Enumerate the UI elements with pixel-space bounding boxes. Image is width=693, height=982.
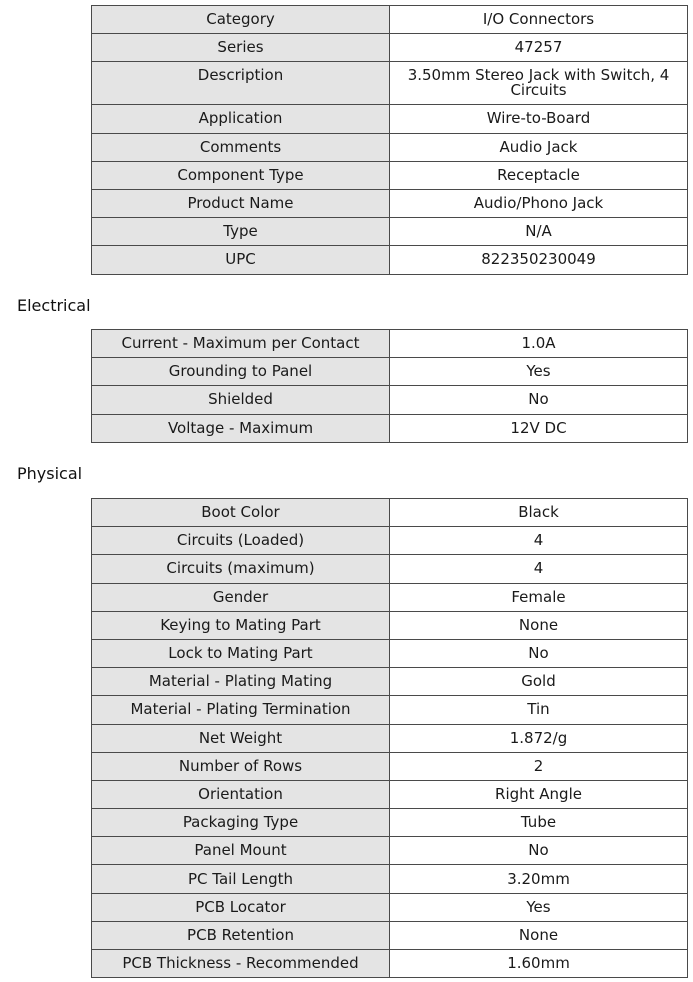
spec-label: Shielded: [92, 386, 390, 414]
table-row: [92, 752, 688, 780]
spec-label: Keying to Mating Part: [92, 611, 390, 639]
table-row: [92, 950, 688, 978]
spec-value: N/A: [390, 218, 688, 246]
spec-label: Current - Maximum per Contact: [92, 330, 390, 358]
spec-label: Packaging Type: [92, 809, 390, 837]
spec-value: Tube: [390, 809, 688, 837]
spec-label: Application: [92, 105, 390, 133]
table-row: [92, 865, 688, 893]
spec-value: Female: [390, 583, 688, 611]
spec-label: Circuits (maximum): [92, 555, 390, 583]
spec-value: Yes: [390, 893, 688, 921]
spec-label: Product Name: [92, 189, 390, 217]
spec-value: Tin: [390, 696, 688, 724]
spec-value: 1.0A: [390, 330, 688, 358]
spec-label: PCB Locator: [92, 893, 390, 921]
spec-value: 4: [390, 555, 688, 583]
table-row: [92, 639, 688, 667]
table-row: [92, 611, 688, 639]
spec-value: 1.60mm: [390, 950, 688, 978]
spec-label: PCB Thickness - Recommended: [92, 950, 390, 978]
table-row: [92, 837, 688, 865]
spec-label: Circuits (Loaded): [92, 527, 390, 555]
physical-section-heading: Physical: [17, 464, 83, 483]
spec-value: 3.50mm Stereo Jack with Switch, 4 Circuits: [390, 62, 688, 105]
spec-value: Wire-to-Board: [390, 105, 688, 133]
spec-label: Comments: [92, 133, 390, 161]
spec-value: Receptacle: [390, 161, 688, 189]
spec-value: Yes: [390, 358, 688, 386]
spec-label: Boot Color: [92, 499, 390, 527]
spec-value: Black: [390, 499, 688, 527]
table-row: [92, 189, 688, 217]
general-spec-table: [91, 5, 688, 275]
table-row: [92, 386, 688, 414]
spec-label: UPC: [92, 246, 390, 274]
table-row: [92, 358, 688, 386]
spec-value: 822350230049: [390, 246, 688, 274]
spec-label: Lock to Mating Part: [92, 639, 390, 667]
spec-label: Series: [92, 34, 390, 62]
table-row: [92, 133, 688, 161]
spec-label: Type: [92, 218, 390, 246]
spec-value: None: [390, 611, 688, 639]
table-row: [92, 555, 688, 583]
table-row: [92, 218, 688, 246]
table-row: [92, 105, 688, 133]
spec-label: Material - Plating Termination: [92, 696, 390, 724]
spec-value: Audio/Phono Jack: [390, 189, 688, 217]
spec-label: Category: [92, 6, 390, 34]
spec-value: 2: [390, 752, 688, 780]
spec-label: Material - Plating Mating: [92, 668, 390, 696]
spec-value: No: [390, 837, 688, 865]
table-row: [92, 583, 688, 611]
spec-label: Gender: [92, 583, 390, 611]
table-row: [92, 161, 688, 189]
spec-value: Gold: [390, 668, 688, 696]
spec-label: Grounding to Panel: [92, 358, 390, 386]
spec-value: 12V DC: [390, 414, 688, 442]
spec-value: 47257: [390, 34, 688, 62]
table-row: [92, 62, 688, 105]
spec-label: Component Type: [92, 161, 390, 189]
table-row: [92, 696, 688, 724]
spec-label: Orientation: [92, 780, 390, 808]
spec-value: 1.872/g: [390, 724, 688, 752]
table-row: [92, 6, 688, 34]
spec-label: Net Weight: [92, 724, 390, 752]
spec-label: Number of Rows: [92, 752, 390, 780]
table-row: [92, 724, 688, 752]
spec-value: 4: [390, 527, 688, 555]
table-row: [92, 527, 688, 555]
spec-value: Audio Jack: [390, 133, 688, 161]
table-row: [92, 921, 688, 949]
spec-label: Description: [92, 62, 390, 105]
electrical-spec-table: [91, 329, 688, 443]
spec-value: No: [390, 386, 688, 414]
table-row: [92, 499, 688, 527]
physical-spec-table: [91, 498, 688, 978]
spec-value: Right Angle: [390, 780, 688, 808]
table-row: [92, 246, 688, 274]
table-row: [92, 893, 688, 921]
spec-label: PC Tail Length: [92, 865, 390, 893]
table-row: [92, 780, 688, 808]
table-row: [92, 414, 688, 442]
table-row: [92, 34, 688, 62]
spec-label: Panel Mount: [92, 837, 390, 865]
spec-value: None: [390, 921, 688, 949]
electrical-section-heading: Electrical: [17, 296, 91, 315]
table-row: [92, 668, 688, 696]
spec-value: 3.20mm: [390, 865, 688, 893]
spec-value: No: [390, 639, 688, 667]
table-row: [92, 330, 688, 358]
spec-label: PCB Retention: [92, 921, 390, 949]
table-row: [92, 809, 688, 837]
spec-label: Voltage - Maximum: [92, 414, 390, 442]
spec-value: I/O Connectors: [390, 6, 688, 34]
